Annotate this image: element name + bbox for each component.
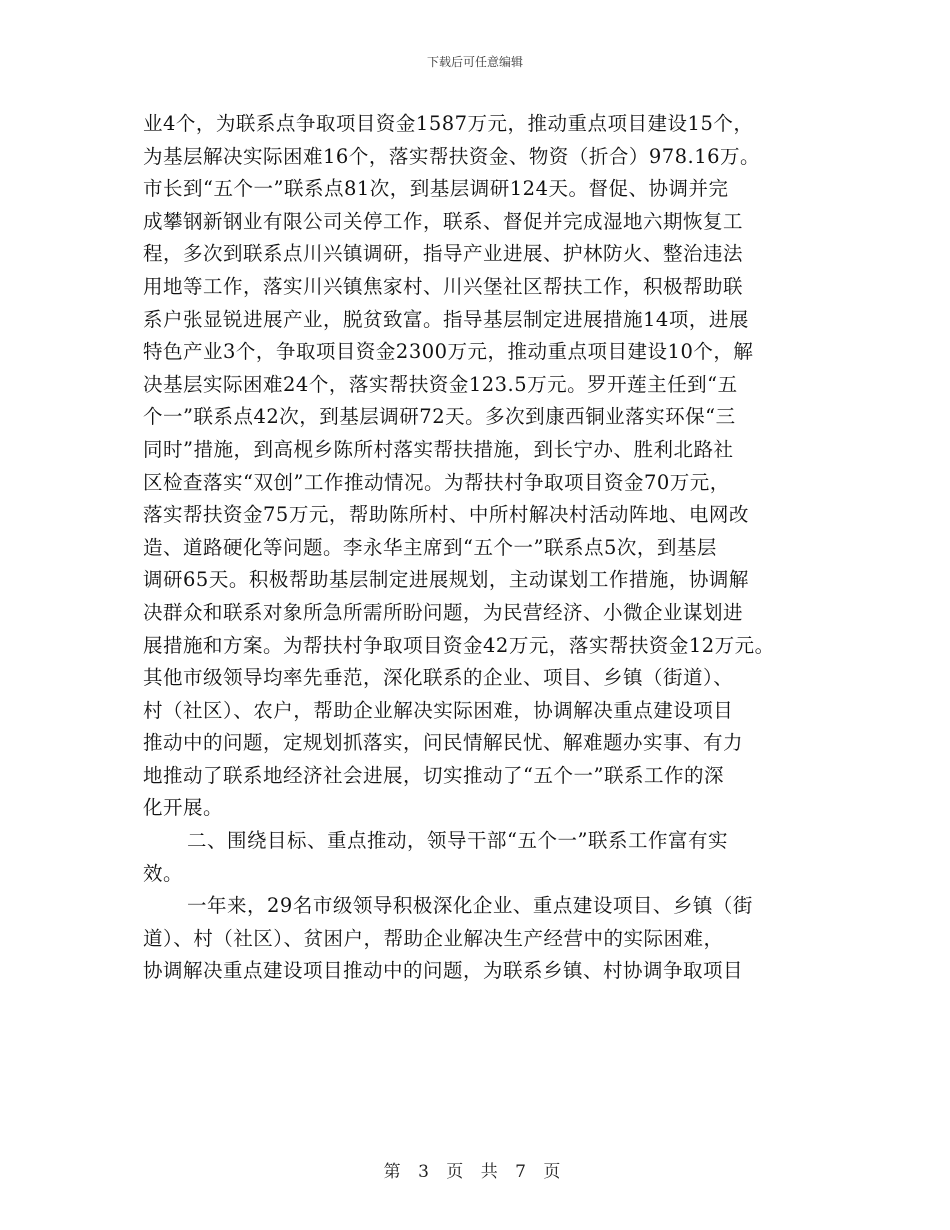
body-line: 特色产业3个，争取项目资金2300万元，推动重点项目建设10个，解 (143, 340, 754, 364)
body-line: 区检查落实“双创”工作推动情况。为帮扶村争取项目资金70万元， (143, 470, 730, 494)
body-line: 造、道路硬化等问题。李永华主席到“五个一”联系点5次，到基层 (143, 535, 717, 559)
body-line: 调研65天。积极帮助基层制定进展规划，主动谋划工作措施，协调解 (143, 568, 749, 592)
page-header: 下载后可任意编辑 (426, 55, 523, 69)
body-line: 展措施和方案。为帮扶村争取项目资金42万元，落实帮扶资金12万元。 (143, 633, 775, 657)
body-line: 为基层解决实际困难16个，落实帮扶资金、物资（折合）978.16万。 (143, 144, 761, 168)
body-line: 村（社区）、农户，帮助企业解决实际困难，协调解决重点建设项目 (143, 698, 734, 722)
body-line: 系户张显锐进展产业，脱贫致富。指导基层制定进展措施14项，进展 (143, 307, 749, 331)
body-line: 同时”措施，到高枧乡陈所村落实帮扶措施，到长宁办、胜利北路社 (143, 437, 734, 461)
body-line: 推动中的问题，定规划抓落实，问民情解民忧、解难题办实事、有力 (143, 731, 744, 755)
body-line: 程，多次到联系点川兴镇调研，指导产业进展、护林防火、整治违法 (143, 242, 744, 266)
body-line: 地推动了联系地经济社会进展，切实推动了“五个一”联系工作的深 (143, 763, 724, 787)
paragraph-first-line: 一年来，29名市级领导积极深化企业、重点建设项目、乡镇（街 (187, 894, 753, 918)
section-heading: 二、围绕目标、重点推动，领导干部“五个一”联系工作富有实 (187, 829, 728, 853)
body-line: 化开展。 (143, 796, 224, 820)
body-line: 市长到“五个一”联系点81次，到基层调研124天。督促、协调并完 (143, 177, 729, 201)
body-line: 其他市级领导均率先垂范，深化联系的企业、项目、乡镇（街道）、 (143, 666, 734, 690)
body-line: 业4个，为联系点争取项目资金1587万元，推动重点项目建设15个， (143, 112, 754, 135)
body-line: 个一”联系点42次，到基层调研72天。多次到康西铜业落实环保“三 (143, 405, 736, 429)
section-heading-continuation: 效。 (143, 861, 184, 885)
page-number-footer: 第 3 页 共 7 页 (383, 1162, 567, 1182)
body-line: 成攀钢新钢业有限公司关停工作，联系、督促并完成湿地六期恢复工 (143, 209, 744, 233)
body-line: 用地等工作，落实川兴镇焦家村、川兴堡社区帮扶工作，积极帮助联 (143, 274, 744, 298)
body-line: 决群众和联系对象所急所需所盼问题，为民营经济、小微企业谋划进 (143, 600, 744, 624)
body-line: 落实帮扶资金75万元，帮助陈所村、中所村解决村活动阵地、电网改 (143, 503, 749, 527)
body-line: 道）、村（社区）、贫困户，帮助企业解决生产经营中的实际困难， (143, 926, 724, 950)
body-line: 协调解决重点建设项目推动中的问题，为联系乡镇、村协调争取项目 (143, 959, 744, 983)
body-line: 决基层实际困难24个，落实帮扶资金123.5万元。罗开莲主任到“五 (143, 372, 738, 396)
document-body (143, 108, 813, 988)
